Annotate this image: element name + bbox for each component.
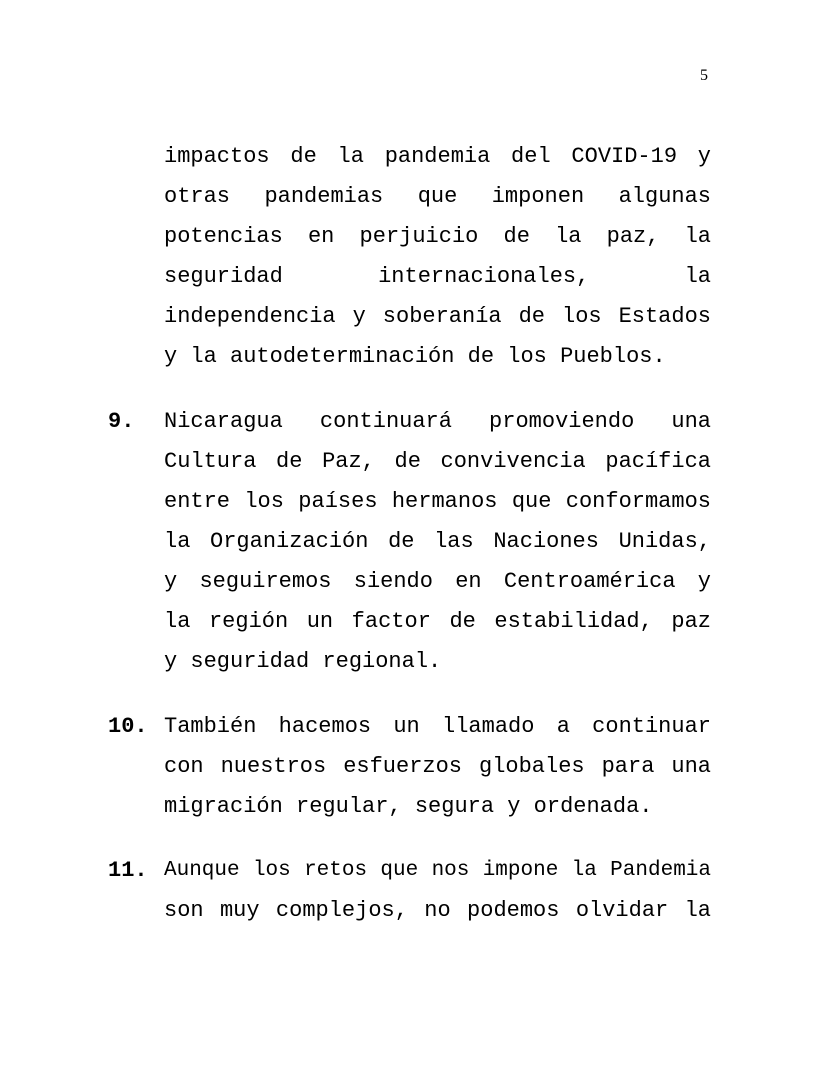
paragraph-line: la Organización de las Naciones Unidas, (164, 529, 711, 554)
paragraph-line: potencias en perjuicio de la paz, la (164, 224, 711, 249)
paragraph-line: También hacemos un llamado a continuar (164, 714, 711, 739)
paragraph-line: impactos de la pandemia del COVID-19 y (164, 144, 711, 169)
paragraph-line: migración regular, segura y ordenada. (164, 794, 653, 819)
paragraph-line: la región un factor de estabilidad, paz (164, 609, 711, 634)
page-number: 5 (700, 67, 708, 84)
paragraph-line: Cultura de Paz, de convivencia pacífica (164, 449, 711, 474)
paragraph-line: otras pandemias que imponen algunas (164, 184, 711, 209)
paragraph-line: con nuestros esfuerzos globales para una (164, 754, 711, 779)
paragraph-line: son muy complejos, no podemos olvidar la (164, 898, 711, 923)
paragraph-line: Aunque los retos que nos impone la Pandemia (164, 859, 711, 882)
list-item-number: 10. (108, 714, 148, 739)
paragraph-line: y la autodeterminación de los Pueblos. (164, 344, 666, 369)
paragraph-line: y seguridad regional. (164, 649, 442, 674)
paragraph-line: seguridad internacionales, la (164, 264, 711, 289)
paragraph-line: independencia y soberanía de los Estados (164, 304, 711, 329)
paragraph-line: entre los países hermanos que conformamos (164, 489, 711, 514)
list-item-number: 9. (108, 409, 135, 434)
list-item-number: 11. (108, 858, 148, 883)
paragraph-line: y seguiremos siendo en Centroamérica y (164, 569, 711, 594)
paragraph-line: Nicaragua continuará promoviendo una (164, 409, 711, 434)
